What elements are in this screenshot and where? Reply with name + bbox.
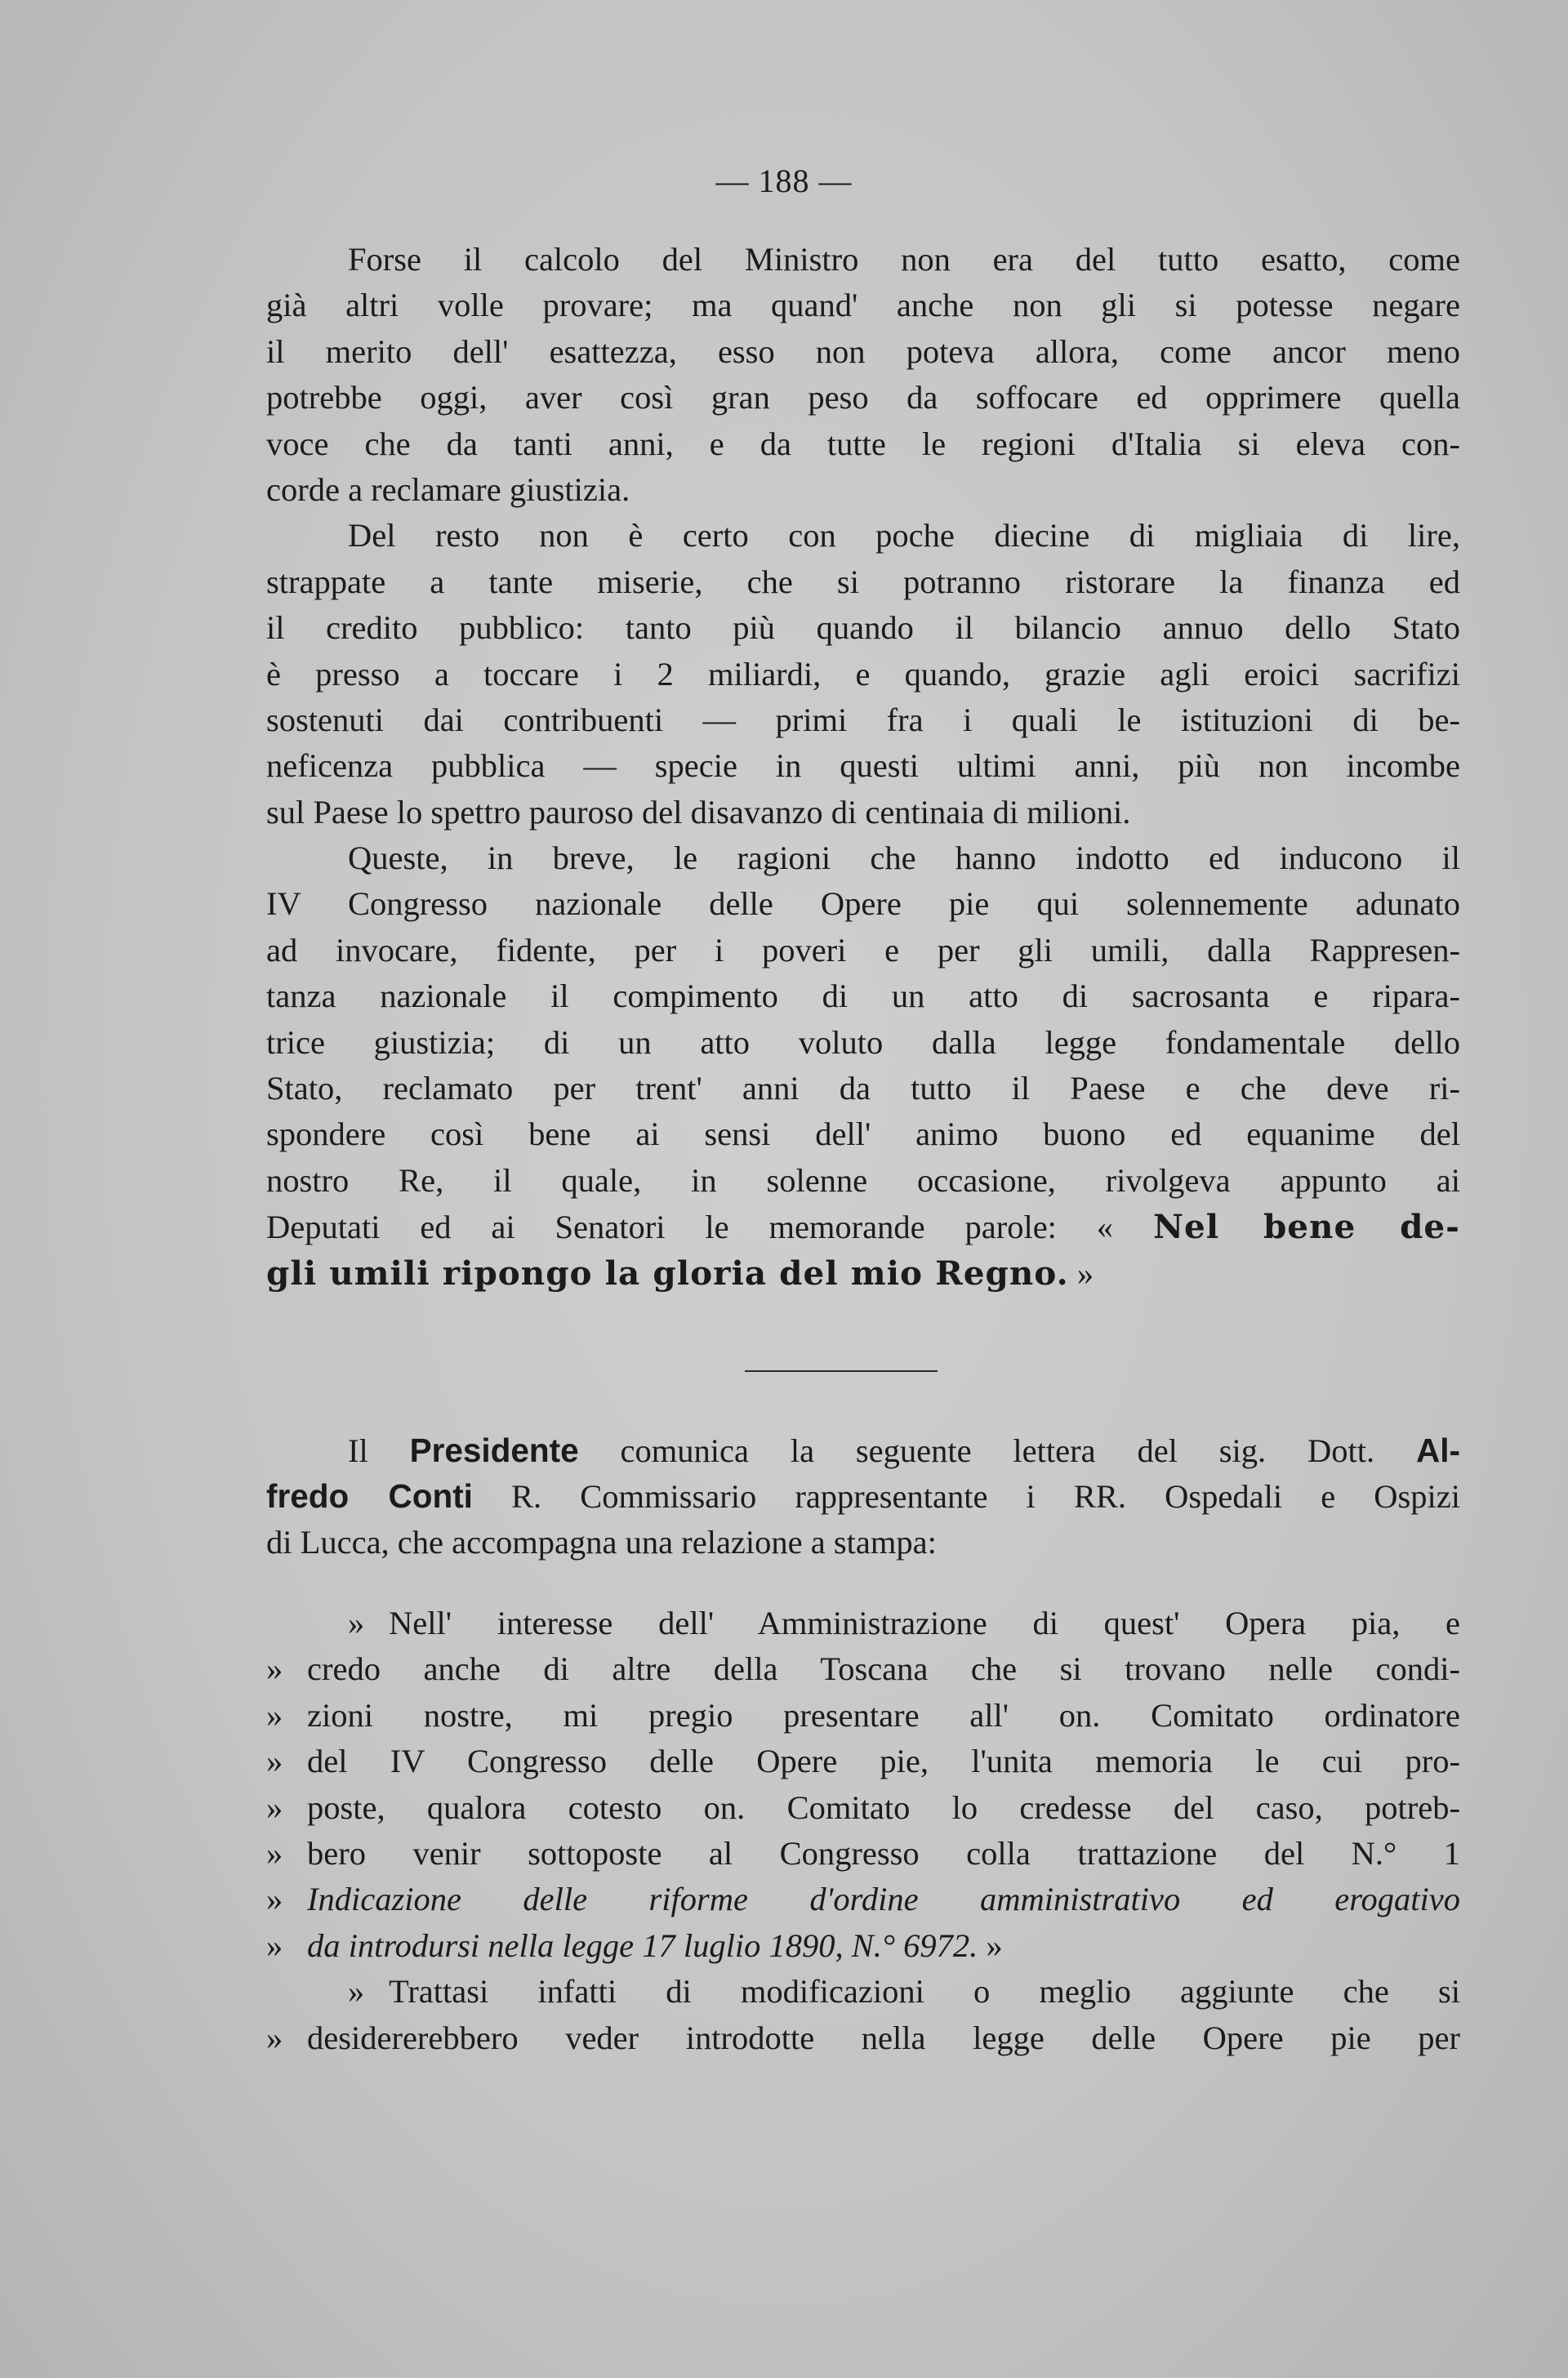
text-line bbox=[266, 1427, 1460, 1473]
text-line: neficenza pubblica — specie in questi ultimi anni, più non incombe bbox=[266, 747, 1460, 785]
body-text bbox=[266, 237, 1460, 1296]
royal-quote-bold: Nel bene de- bbox=[1152, 1207, 1460, 1247]
page-number: — 188 — bbox=[715, 163, 853, 199]
letter-line bbox=[266, 1831, 1460, 1877]
letter-text: credo anche di altre della Toscana che si trovano nelle condi- bbox=[307, 1650, 1460, 1688]
speaker-name: Presidente bbox=[409, 1432, 579, 1469]
text-line: è presso a toccare i 2 miliardi, e quando, grazie agli eroici sacrifizi bbox=[266, 655, 1460, 692]
quote-mark: » bbox=[266, 2019, 283, 2056]
text-line: il credito pubblico: tanto più quando il bilancio annuo dello Stato bbox=[266, 609, 1460, 647]
text-line: potrebbe oggi, aver così gran peso da soffocare ed opprimere quella bbox=[266, 379, 1460, 416]
text-line: spondere così bene ai sensi dell' animo buono ed equanime del bbox=[266, 1116, 1460, 1153]
text-line: Queste, in breve, le ragioni che hanno indotto ed inducono il bbox=[348, 839, 1460, 877]
letter-text: desidererebbero veder introdotte nella legge delle Opere pie per bbox=[307, 2019, 1460, 2056]
text-run: Deputati ed ai Senatori le memorande parole: « bbox=[266, 1209, 1153, 1246]
text-line: Del resto non è certo con poche diecine di migliaia di lire, bbox=[348, 517, 1460, 554]
letter-line bbox=[266, 2015, 1460, 2061]
letter-line bbox=[266, 1923, 1460, 1969]
letter-line bbox=[266, 1739, 1460, 1784]
text-line: nostro Re, il quale, in solenne occasione, rivolgeva appunto ai bbox=[266, 1161, 1460, 1199]
text-line: strappate a tante miserie, che si potranno ristorare la finanza ed bbox=[266, 563, 1460, 600]
text-line: trice giustizia; di un atto voluto dalla legge fondamentale dello bbox=[266, 1023, 1460, 1061]
quote-mark: » bbox=[266, 1650, 283, 1688]
text-line: Stato, reclamato per trent' anni da tutto il Paese e che deve ri- bbox=[266, 1070, 1460, 1107]
quote-mark: » bbox=[266, 1834, 283, 1872]
text-line bbox=[266, 1473, 1460, 1519]
text-line: sostenuti dai contribuenti — primi fra i quali le istituzioni di be- bbox=[266, 701, 1460, 738]
quote-mark: » bbox=[348, 1605, 365, 1641]
text-run: R. Commissario rappresentante i RR. Ospedali e Ospizi bbox=[472, 1478, 1460, 1516]
text-run: Il bbox=[348, 1432, 410, 1469]
president-announcement bbox=[266, 1427, 1460, 1565]
letter-text: bero venir sottoposte al Congresso colla trattazione del N.° 1 bbox=[307, 1834, 1460, 1872]
quoted-letter bbox=[266, 1601, 1460, 2061]
letter-line bbox=[266, 1969, 1460, 2015]
text-line: il merito dell' esattezza, esso non poteva allora, come ancor meno bbox=[266, 332, 1460, 370]
text-line: ad invocare, fidente, per i poveri e per gli umili, dalla Rappresen- bbox=[266, 931, 1460, 969]
letter-text: zioni nostre, mi pregio presentare all' on. Comitato ordinatore bbox=[307, 1696, 1460, 1734]
letter-line bbox=[266, 1601, 1460, 1646]
quote-mark: » bbox=[266, 1881, 283, 1918]
text-line: voce che da tanti anni, e da tutte le regioni d'Italia si eleva con- bbox=[266, 425, 1460, 462]
royal-quote-bold: gli umili ripongo la gloria del mio Regno. bbox=[266, 1253, 1069, 1293]
letter-text: del IV Congresso delle Opere pie, l'unita memoria le cui pro- bbox=[307, 1743, 1460, 1780]
text-run: comunica la seguente lettera del sig. Dott. bbox=[578, 1432, 1416, 1469]
section-divider bbox=[745, 1370, 938, 1372]
letter-line bbox=[266, 1646, 1460, 1692]
close-quote: » bbox=[978, 1926, 1003, 1964]
letter-line bbox=[266, 1877, 1460, 1922]
letter-text bbox=[307, 1923, 1460, 1969]
text-line: tanza nazionale il compimento di un atto di sacrosanta e ripara- bbox=[266, 977, 1460, 1015]
text-run: » bbox=[1068, 1254, 1094, 1292]
text-line: già altri volle provare; ma quand' anche non gli si potesse negare bbox=[266, 287, 1460, 324]
quote-mark: » bbox=[266, 1926, 283, 1964]
letter-text: Trattasi infatti di modificazioni o meglio aggiunte che si bbox=[389, 1973, 1460, 2011]
letter-text: poste, qualora cotesto on. Comitato lo credesse del caso, potreb- bbox=[307, 1788, 1460, 1826]
text-line: Forse il calcolo del Ministro non era del tutto esatto, come bbox=[348, 241, 1460, 278]
text-line: di Lucca, che accompagna una relazione a stampa: bbox=[266, 1523, 937, 1561]
speaker-name: fredo Conti bbox=[266, 1477, 473, 1516]
letter-text-italic: da introdursi nella legge 17 luglio 1890, N.° 6972. bbox=[307, 1926, 978, 1964]
quote-mark: » bbox=[266, 1788, 283, 1826]
text-line: IV Congresso nazionale delle Opere pie qui solennemente adunato bbox=[266, 885, 1460, 923]
letter-text: Nell' interesse dell' Amministrazione di quest' Opera pia, e bbox=[389, 1605, 1460, 1641]
text-line: corde a reclamare giustizia. bbox=[266, 470, 630, 508]
quote-mark: » bbox=[348, 1973, 365, 2011]
letter-line bbox=[266, 1693, 1460, 1739]
text-line bbox=[266, 1204, 1460, 1249]
letter-line bbox=[266, 1785, 1460, 1831]
letter-text-italic: Indicazione delle riforme d'ordine amministrativo ed erogativo bbox=[307, 1881, 1460, 1918]
quote-mark: » bbox=[266, 1743, 283, 1780]
quote-mark: » bbox=[266, 1696, 283, 1734]
text-line bbox=[266, 1250, 1460, 1296]
speaker-name: Al- bbox=[1416, 1432, 1460, 1469]
text-line: sul Paese lo spettro pauroso del disavanzo di centinaia di milioni. bbox=[266, 793, 1131, 831]
